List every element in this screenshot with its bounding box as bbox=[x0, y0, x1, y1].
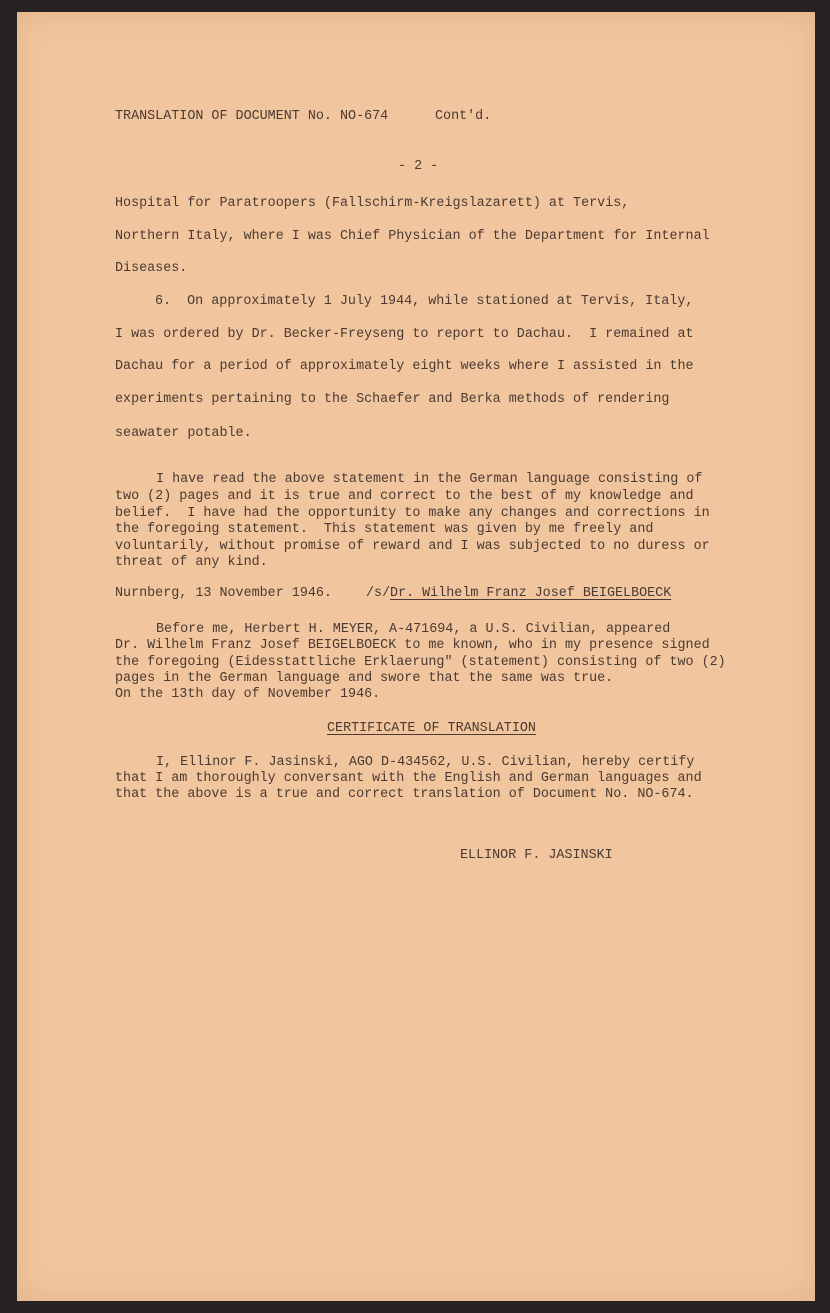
witness-line: pages in the German language and swore that the same was true. bbox=[115, 671, 614, 686]
body-line: seawater potable. bbox=[115, 426, 252, 441]
affidavit-line: belief. I have had the opportunity to make any changes and corrections in bbox=[115, 506, 710, 521]
affidavit-line: voluntarily, without promise of reward and I was subjected to no duress or bbox=[115, 539, 710, 554]
body-line: I was ordered by Dr. Becker-Freyseng to report to Dachau. I remained at bbox=[115, 327, 694, 342]
affidavit-line: two (2) pages and it is true and correct to the best of my knowledge and bbox=[115, 489, 694, 504]
document-page bbox=[17, 12, 815, 1301]
place-date: Nurnberg, 13 November 1946. bbox=[115, 586, 332, 601]
certificate-heading: CERTIFICATE OF TRANSLATION bbox=[327, 721, 536, 736]
translator-signature: ELLINOR F. JASINSKI bbox=[460, 848, 613, 863]
body-line: experiments pertaining to the Schaefer and Berka methods of rendering bbox=[115, 392, 670, 407]
signature-name: Dr. Wilhelm Franz Josef BEIGELBOECK bbox=[390, 586, 672, 601]
body-line: Diseases. bbox=[115, 261, 188, 276]
affidavit-line: I have read the above statement in the German language consisting of bbox=[156, 472, 703, 487]
witness-line: Dr. Wilhelm Franz Josef BEIGELBOECK to me known, who in my presence signed bbox=[115, 638, 710, 653]
body-line: Northern Italy, where I was Chief Physician of the Department for Internal bbox=[115, 229, 710, 244]
continued-label: Cont'd. bbox=[435, 109, 492, 124]
body-line: Dachau for a period of approximately eight weeks where I assisted in the bbox=[115, 359, 694, 374]
witness-line: the foregoing (Eidesstattliche Erklaerung" (statement) consisting of two (2) bbox=[115, 655, 726, 670]
affidavit-line: threat of any kind. bbox=[115, 555, 268, 570]
affidavit-line: the foregoing statement. This statement was given by me freely and bbox=[115, 522, 654, 537]
certificate-line: I, Ellinor F. Jasinski, AGO D-434562, U.S. Civilian, hereby certify bbox=[156, 755, 695, 770]
document-title: TRANSLATION OF DOCUMENT No. NO-674 bbox=[115, 109, 389, 124]
page-number: - 2 - bbox=[398, 159, 439, 174]
witness-line: Before me, Herbert H. MEYER, A-471694, a U.S. Civilian, appeared bbox=[156, 622, 671, 637]
body-line: Hospital for Paratroopers (Fallschirm-Kreigslazarett) at Tervis, bbox=[115, 196, 630, 211]
certificate-line: that I am thoroughly conversant with the English and German languages and bbox=[115, 771, 702, 786]
body-line: 6. On approximately 1 July 1944, while stationed at Tervis, Italy, bbox=[155, 294, 694, 309]
certificate-line: that the above is a true and correct translation of Document No. NO-674. bbox=[115, 787, 694, 802]
signature-prefix: /s/ bbox=[366, 586, 391, 601]
witness-line: On the 13th day of November 1946. bbox=[115, 687, 381, 702]
